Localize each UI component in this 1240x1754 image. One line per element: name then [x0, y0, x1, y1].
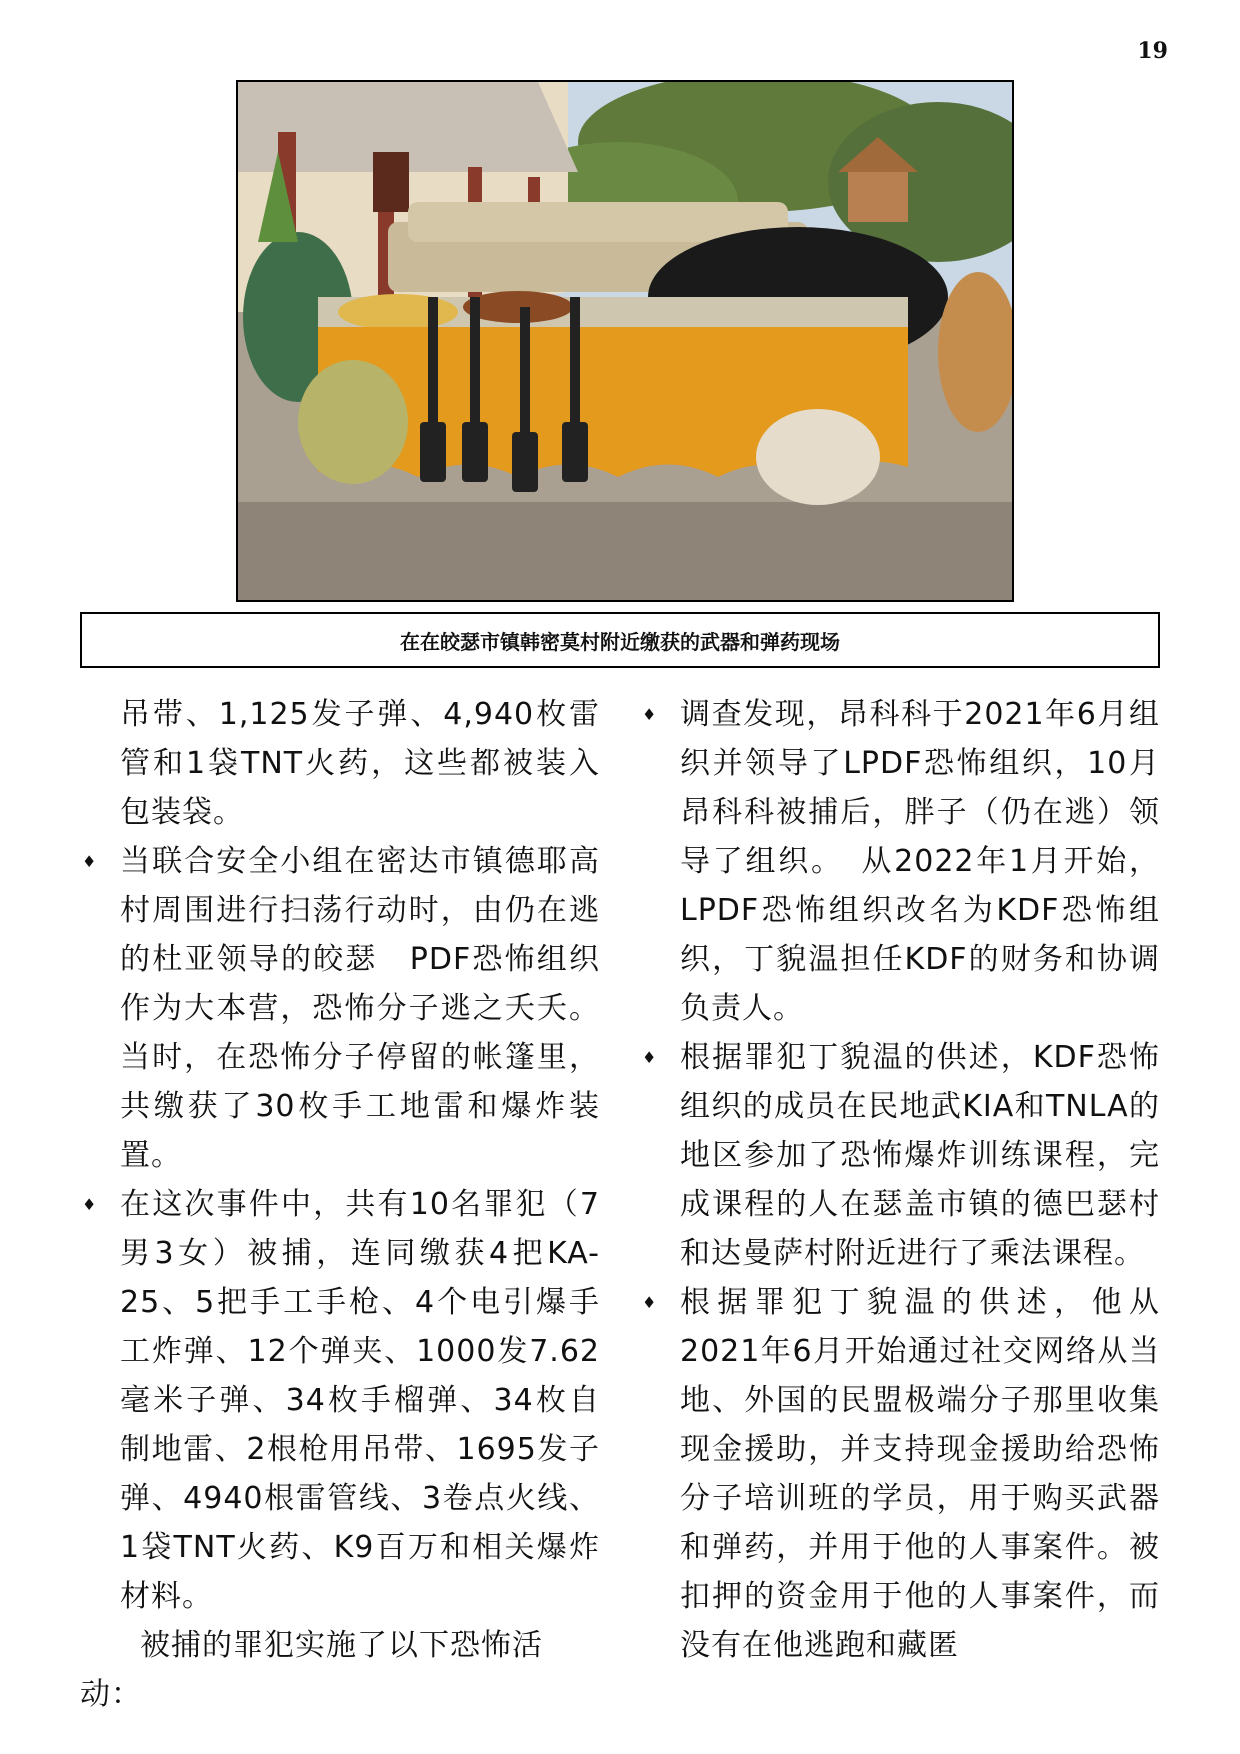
continued-paragraph: 吊带、1,125发子弹、4,940枚雷管和1袋TNT火药，这些都被装入包装袋。: [120, 697, 600, 830]
list-item-text: 根据罪犯丁貌温的供述，他从2021年6月开始通过社交网络从当地、外国的民盟极端分子那里收集现金援助，并支持现金援助给恐怖分子培训班的学员，用于购买武器和弹药，并用于他的人事案件。被扣押的资金用于他的人事案件，而没有在他逃跑和藏匿: [680, 1285, 1160, 1663]
list-item-text: 调查发现，昂科科于2021年6月组织并领导了LPDF恐怖组织，10月昂科科被捕后，胖子（仍在逃）领导了组织。 从2022年1月开始，LPDF恐怖组织改名为KDF恐怖组织，丁貌温担任KDF的财务和协调负责人。: [680, 697, 1160, 1026]
list-item-text: 在这次事件中，共有10名罪犯（7男3女）被捕，连同缴获4把KA-25、5把手工手枪、4个电引爆手工炸弹、12个弹夹、1000发7.62毫米子弹、34枚手榴弹、34枚自制地雷、2根枪用吊带、1695发子弹、4940根雷管线、3卷点火线、1袋TNT火药、K9百万和相关爆炸材料。: [120, 1187, 600, 1614]
list-item: [640, 1033, 1160, 1278]
photo-illustration: [238, 82, 1012, 600]
left-column: [80, 690, 600, 1719]
diamond-bullet-icon: ♦: [82, 852, 98, 871]
closing-paragraph: 被捕的罪犯实施了以下恐怖活动：: [80, 1628, 543, 1712]
diamond-bullet-icon: ♦: [642, 1293, 658, 1312]
list-item: [640, 690, 1160, 1033]
list-item: [80, 1180, 600, 1621]
page-number: 19: [1137, 38, 1168, 64]
list-item-text: 当联合安全小组在密达市镇德耶高村周围进行扫荡行动时，由仍在逃的杜亚领导的皎瑟 PDF恐怖组织作为大本营，恐怖分子逃之夭夭。当时，在恐怖分子停留的帐篷里，共缴获了30枚手工地雷和爆炸装置。: [120, 844, 600, 1173]
photo-caption: 在在皎瑟市镇韩密莫村附近缴获的武器和弹药现场: [80, 612, 1160, 668]
list-item-text: 根据罪犯丁貌温的供述，KDF恐怖组织的成员在民地武KIA和TNLA的地区参加了恐怖爆炸训练课程，完成课程的人在瑟盖市镇的德巴瑟村和达曼萨村附近进行了乘法课程。: [680, 1040, 1160, 1271]
seized-weapons-photo: [236, 80, 1014, 602]
diamond-bullet-icon: ♦: [642, 705, 658, 724]
list-item: [640, 1278, 1160, 1670]
right-column: [640, 690, 1160, 1670]
diamond-bullet-icon: ♦: [82, 1195, 98, 1214]
list-item: [80, 837, 600, 1180]
diamond-bullet-icon: ♦: [642, 1048, 658, 1067]
